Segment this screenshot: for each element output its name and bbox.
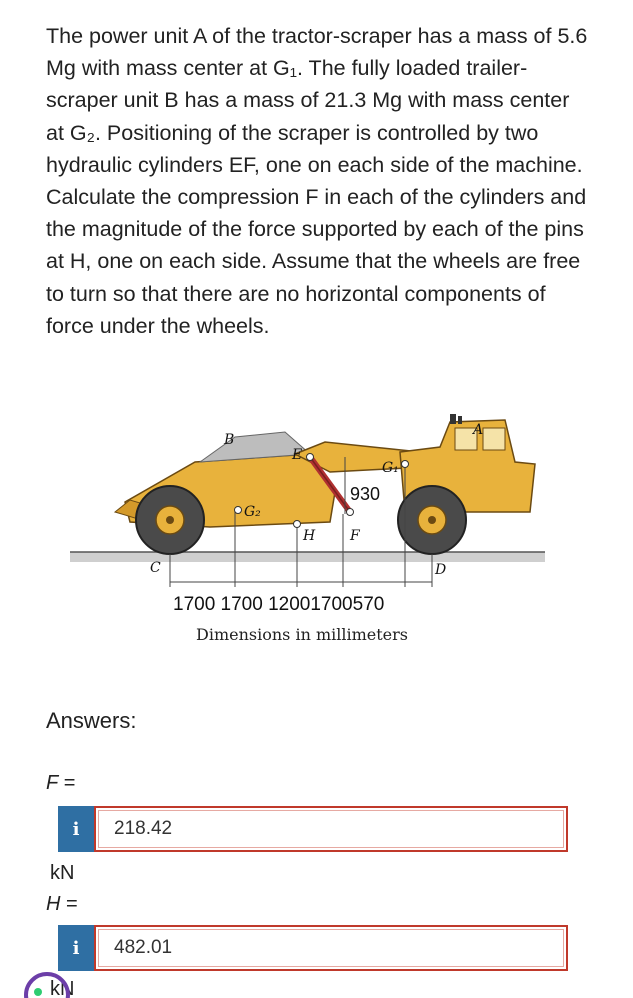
label-g1: G₁ bbox=[382, 460, 399, 476]
problem-statement bbox=[46, 20, 591, 342]
figure-caption: Dimensions in millimeters bbox=[196, 625, 408, 644]
label-h: H bbox=[303, 528, 316, 544]
label-f: F bbox=[350, 528, 360, 544]
dimension-row: 1700 1700 12001700570 bbox=[173, 594, 385, 615]
answer-input-h[interactable] bbox=[94, 925, 568, 971]
tractor-scraper-figure bbox=[60, 392, 560, 662]
answer-row-f bbox=[58, 806, 568, 852]
answer-unit-f: kN bbox=[50, 862, 75, 884]
answer-value: 218.42 bbox=[114, 818, 173, 839]
height-dimension: 930 bbox=[350, 484, 381, 504]
answer-value: 482.01 bbox=[114, 937, 173, 958]
label-e: E bbox=[292, 447, 303, 463]
answer-eq: = bbox=[60, 893, 78, 915]
answers-heading: Answers: bbox=[46, 708, 137, 733]
label-a: A bbox=[473, 422, 484, 438]
ground bbox=[70, 552, 545, 562]
answer-eq: = bbox=[58, 772, 76, 794]
info-icon[interactable]: i bbox=[58, 925, 94, 971]
problem-text: The power unit A of the tractor-scraper has a mass of 5.6 Mg with mass center at G₁. The fully loaded trailer-scraper unit B has a mass of 21.3 Mg with mass center at G₂. Positioning of the scraper is controlled by two hydraulic cylinders EF, one on each side of the machine. Calculate the compression F in each of the cylinders and the magnitude of the force supported by each of the pins at H, one on each side. Assume that the wheels are free to turn so that there are no horizontal components of force under the wheels. bbox=[46, 24, 588, 338]
front-wheel-d bbox=[398, 486, 466, 554]
label-g2: G₂ bbox=[244, 504, 261, 520]
label-b: B bbox=[224, 432, 235, 448]
answer-var: H bbox=[46, 893, 61, 915]
machine-drawing bbox=[60, 392, 560, 622]
label-d: D bbox=[435, 562, 447, 578]
online-status-icon bbox=[34, 988, 42, 996]
answer-input-f[interactable] bbox=[94, 806, 568, 852]
answer-label-f bbox=[46, 772, 75, 795]
answer-unit-h: kN bbox=[50, 978, 75, 998]
label-c: C bbox=[150, 560, 161, 576]
avatar[interactable] bbox=[24, 972, 70, 998]
answer-row-h bbox=[58, 925, 568, 971]
answer-var: F bbox=[46, 772, 59, 794]
info-icon[interactable]: i bbox=[58, 806, 94, 852]
answer-label-h bbox=[46, 893, 78, 916]
rear-wheel-c bbox=[136, 486, 204, 554]
